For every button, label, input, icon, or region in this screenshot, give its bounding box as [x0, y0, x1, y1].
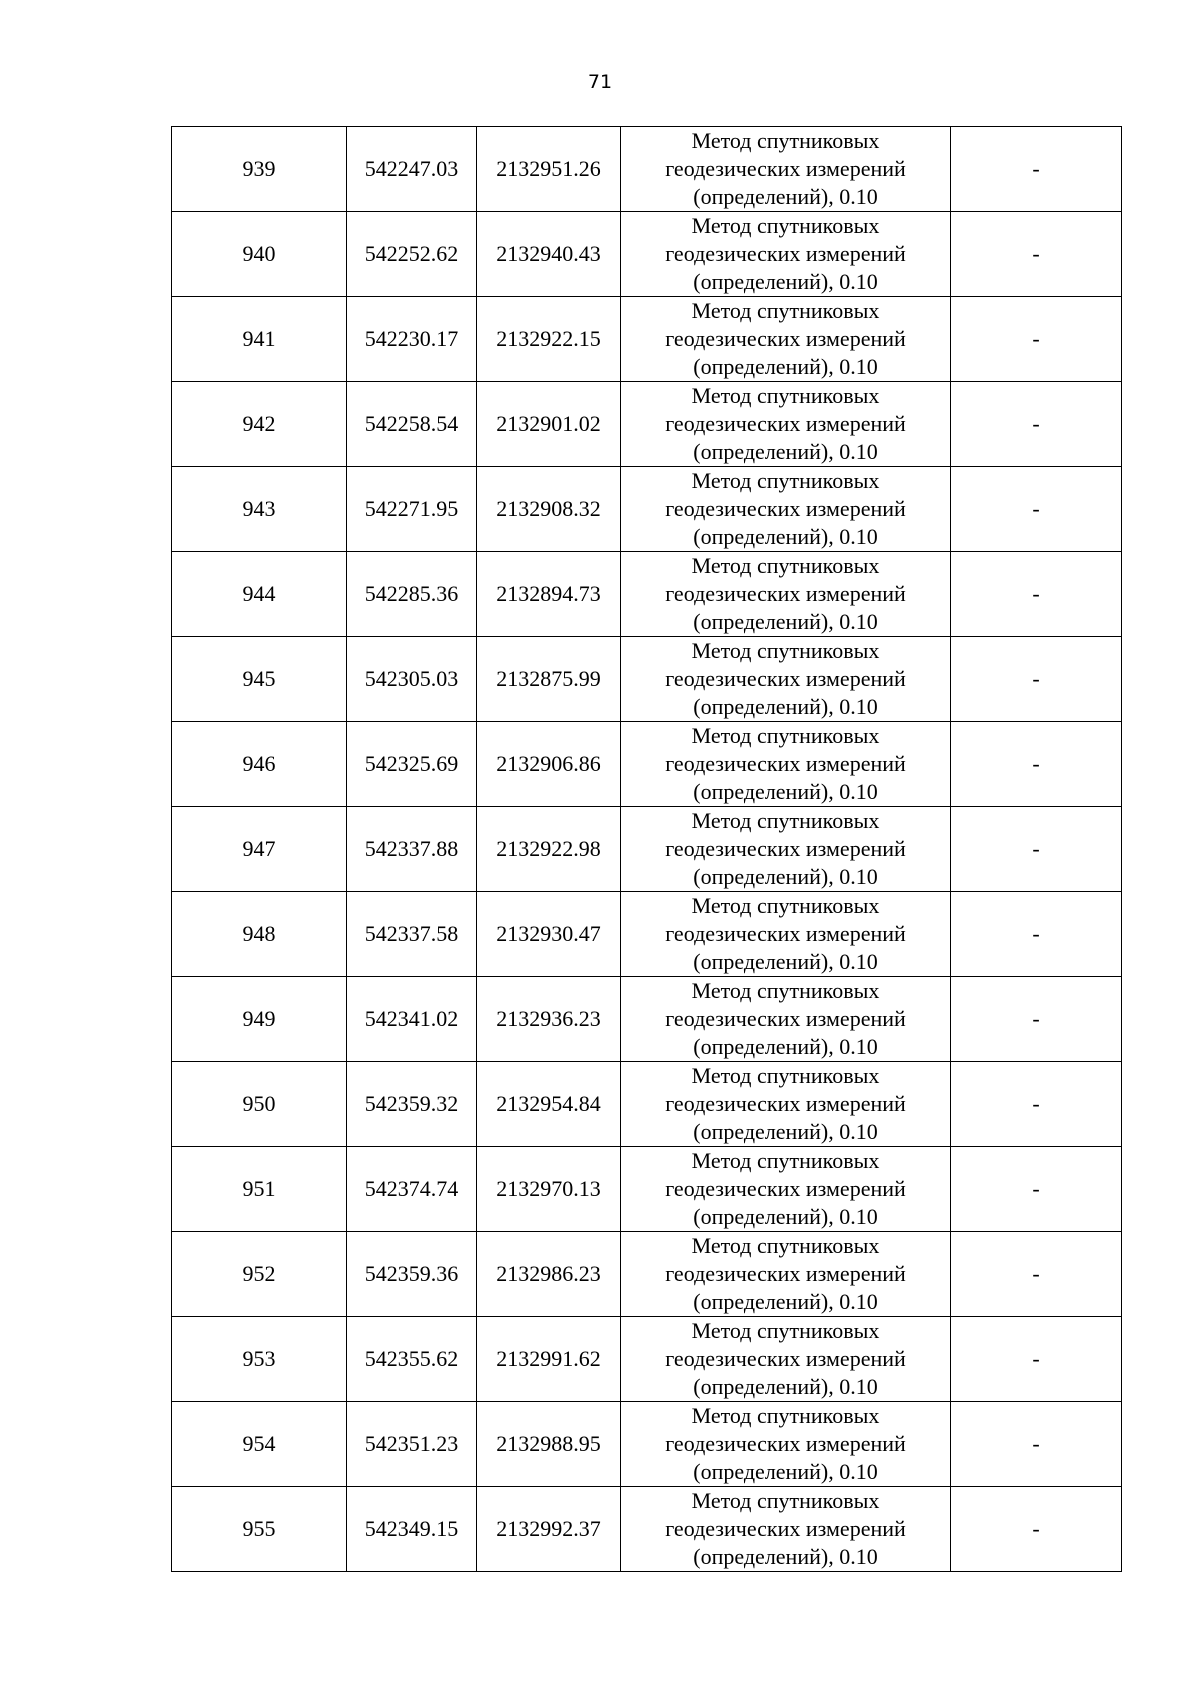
description-cell: - [951, 977, 1122, 1062]
coordinate-x-cell: 542230.17 [347, 297, 477, 382]
method-line: Метод спутниковых [691, 893, 880, 918]
method-cell [621, 467, 951, 552]
point-number-cell: 951 [172, 1147, 347, 1232]
coordinate-y-cell: 2132986.23 [477, 1232, 621, 1317]
point-number-cell: 944 [172, 552, 347, 637]
coordinate-y-cell: 2132906.86 [477, 722, 621, 807]
coordinate-y-cell: 2132970.13 [477, 1147, 621, 1232]
coordinate-y-cell: 2132875.99 [477, 637, 621, 722]
method-line: (определений), 0.10 [693, 949, 878, 974]
description-cell: - [951, 722, 1122, 807]
method-cell [621, 1317, 951, 1402]
coordinate-x-cell: 542351.23 [347, 1402, 477, 1487]
method-cell [621, 1147, 951, 1232]
point-number-cell: 946 [172, 722, 347, 807]
description-cell: - [951, 1402, 1122, 1487]
method-line: (определений), 0.10 [693, 354, 878, 379]
point-number-cell: 943 [172, 467, 347, 552]
method-line: Метод спутниковых [691, 723, 880, 748]
method-cell [621, 977, 951, 1062]
method-cell [621, 637, 951, 722]
coordinate-y-cell: 2132940.43 [477, 212, 621, 297]
coordinate-x-cell: 542252.62 [347, 212, 477, 297]
coordinate-x-cell: 542325.69 [347, 722, 477, 807]
description-cell: - [951, 382, 1122, 467]
description-cell: - [951, 552, 1122, 637]
table-row [172, 1402, 1122, 1487]
method-line: геодезических измерений [665, 836, 906, 861]
coordinate-x-cell: 542271.95 [347, 467, 477, 552]
method-cell [621, 807, 951, 892]
coordinate-y-cell: 2132951.26 [477, 127, 621, 212]
description-cell: - [951, 892, 1122, 977]
method-line: геодезических измерений [665, 1431, 906, 1456]
coordinate-y-cell: 2132930.47 [477, 892, 621, 977]
method-line: Метод спутниковых [691, 383, 880, 408]
method-line: геодезических измерений [665, 326, 906, 351]
coordinate-x-cell: 542359.36 [347, 1232, 477, 1317]
method-line: Метод спутниковых [691, 978, 880, 1003]
coordinate-y-cell: 2132894.73 [477, 552, 621, 637]
method-cell [621, 892, 951, 977]
method-line: Метод спутниковых [691, 1233, 880, 1258]
table-row [172, 127, 1122, 212]
method-cell [621, 297, 951, 382]
method-cell [621, 1062, 951, 1147]
method-line: (определений), 0.10 [693, 1204, 878, 1229]
method-line: (определений), 0.10 [693, 269, 878, 294]
method-line: Метод спутниковых [691, 298, 880, 323]
method-line: (определений), 0.10 [693, 524, 878, 549]
point-number-cell: 939 [172, 127, 347, 212]
coordinate-x-cell: 542359.32 [347, 1062, 477, 1147]
table-row [172, 1062, 1122, 1147]
description-cell: - [951, 467, 1122, 552]
table-row [172, 382, 1122, 467]
method-line: (определений), 0.10 [693, 609, 878, 634]
coordinate-x-cell: 542285.36 [347, 552, 477, 637]
coordinate-y-cell: 2132922.15 [477, 297, 621, 382]
table-row [172, 892, 1122, 977]
method-line: Метод спутниковых [691, 213, 880, 238]
point-number-cell: 948 [172, 892, 347, 977]
point-number-cell: 947 [172, 807, 347, 892]
method-cell [621, 1232, 951, 1317]
method-line: Метод спутниковых [691, 553, 880, 578]
method-line: (определений), 0.10 [693, 1374, 878, 1399]
method-line: (определений), 0.10 [693, 1289, 878, 1314]
method-line: геодезических измерений [665, 581, 906, 606]
method-line: геодезических измерений [665, 241, 906, 266]
description-cell: - [951, 807, 1122, 892]
method-cell [621, 552, 951, 637]
method-line: геодезических измерений [665, 411, 906, 436]
point-number-cell: 954 [172, 1402, 347, 1487]
coordinate-y-cell: 2132901.02 [477, 382, 621, 467]
point-number-cell: 942 [172, 382, 347, 467]
method-cell [621, 127, 951, 212]
point-number-cell: 950 [172, 1062, 347, 1147]
point-number-cell: 945 [172, 637, 347, 722]
page-number: 71 [587, 71, 613, 93]
method-line: геодезических измерений [665, 1006, 906, 1031]
coordinate-x-cell: 542337.58 [347, 892, 477, 977]
description-cell: - [951, 1317, 1122, 1402]
point-number-cell: 940 [172, 212, 347, 297]
method-line: (определений), 0.10 [693, 694, 878, 719]
table-row [172, 1317, 1122, 1402]
coordinate-x-cell: 542337.88 [347, 807, 477, 892]
method-line: (определений), 0.10 [693, 184, 878, 209]
table-row [172, 1147, 1122, 1232]
method-line: геодезических измерений [665, 156, 906, 181]
method-line: Метод спутниковых [691, 468, 880, 493]
table-row [172, 807, 1122, 892]
method-line: геодезических измерений [665, 1176, 906, 1201]
description-cell: - [951, 127, 1122, 212]
method-line: геодезических измерений [665, 496, 906, 521]
coordinates-table-body [172, 127, 1122, 1572]
coordinate-x-cell: 542374.74 [347, 1147, 477, 1232]
coordinate-x-cell: 542355.62 [347, 1317, 477, 1402]
description-cell: - [951, 1147, 1122, 1232]
method-line: геодезических измерений [665, 751, 906, 776]
method-line: геодезических измерений [665, 1346, 906, 1371]
method-line: Метод спутниковых [691, 638, 880, 663]
method-cell [621, 1487, 951, 1572]
table-row [172, 297, 1122, 382]
coordinate-x-cell: 542341.02 [347, 977, 477, 1062]
point-number-cell: 955 [172, 1487, 347, 1572]
method-line: (определений), 0.10 [693, 864, 878, 889]
coordinate-y-cell: 2132936.23 [477, 977, 621, 1062]
method-line: (определений), 0.10 [693, 1459, 878, 1484]
description-cell: - [951, 637, 1122, 722]
method-line: геодезических измерений [665, 921, 906, 946]
method-line: Метод спутниковых [691, 1318, 880, 1343]
method-line: геодезических измерений [665, 1091, 906, 1116]
method-line: (определений), 0.10 [693, 439, 878, 464]
table-row [172, 552, 1122, 637]
point-number-cell: 953 [172, 1317, 347, 1402]
method-line: геодезических измерений [665, 666, 906, 691]
method-line: геодезических измерений [665, 1261, 906, 1286]
description-cell: - [951, 1487, 1122, 1572]
coordinate-y-cell: 2132991.62 [477, 1317, 621, 1402]
coordinate-y-cell: 2132922.98 [477, 807, 621, 892]
coordinate-x-cell: 542247.03 [347, 127, 477, 212]
coordinate-y-cell: 2132954.84 [477, 1062, 621, 1147]
method-line: Метод спутниковых [691, 1063, 880, 1088]
method-line: Метод спутниковых [691, 1488, 880, 1513]
table-row [172, 1232, 1122, 1317]
description-cell: - [951, 1062, 1122, 1147]
coordinates-table [171, 126, 1122, 1572]
table-row [172, 467, 1122, 552]
description-cell: - [951, 297, 1122, 382]
method-line: Метод спутниковых [691, 1148, 880, 1173]
method-cell [621, 722, 951, 807]
method-line: Метод спутниковых [691, 1403, 880, 1428]
coordinate-y-cell: 2132988.95 [477, 1402, 621, 1487]
coordinate-y-cell: 2132908.32 [477, 467, 621, 552]
method-cell [621, 382, 951, 467]
method-line: геодезических измерений [665, 1516, 906, 1541]
description-cell: - [951, 1232, 1122, 1317]
table-row [172, 212, 1122, 297]
table-row [172, 637, 1122, 722]
method-cell [621, 212, 951, 297]
method-line: (определений), 0.10 [693, 1119, 878, 1144]
method-cell [621, 1402, 951, 1487]
point-number-cell: 949 [172, 977, 347, 1062]
coordinate-x-cell: 542305.03 [347, 637, 477, 722]
description-cell: - [951, 212, 1122, 297]
method-line: (определений), 0.10 [693, 1544, 878, 1569]
table-row [172, 977, 1122, 1062]
point-number-cell: 952 [172, 1232, 347, 1317]
coordinate-y-cell: 2132992.37 [477, 1487, 621, 1572]
point-number-cell: 941 [172, 297, 347, 382]
coordinate-x-cell: 542258.54 [347, 382, 477, 467]
method-line: (определений), 0.10 [693, 1034, 878, 1059]
method-line: Метод спутниковых [691, 128, 880, 153]
coordinate-x-cell: 542349.15 [347, 1487, 477, 1572]
method-line: Метод спутниковых [691, 808, 880, 833]
table-row [172, 722, 1122, 807]
method-line: (определений), 0.10 [693, 779, 878, 804]
table-row [172, 1487, 1122, 1572]
